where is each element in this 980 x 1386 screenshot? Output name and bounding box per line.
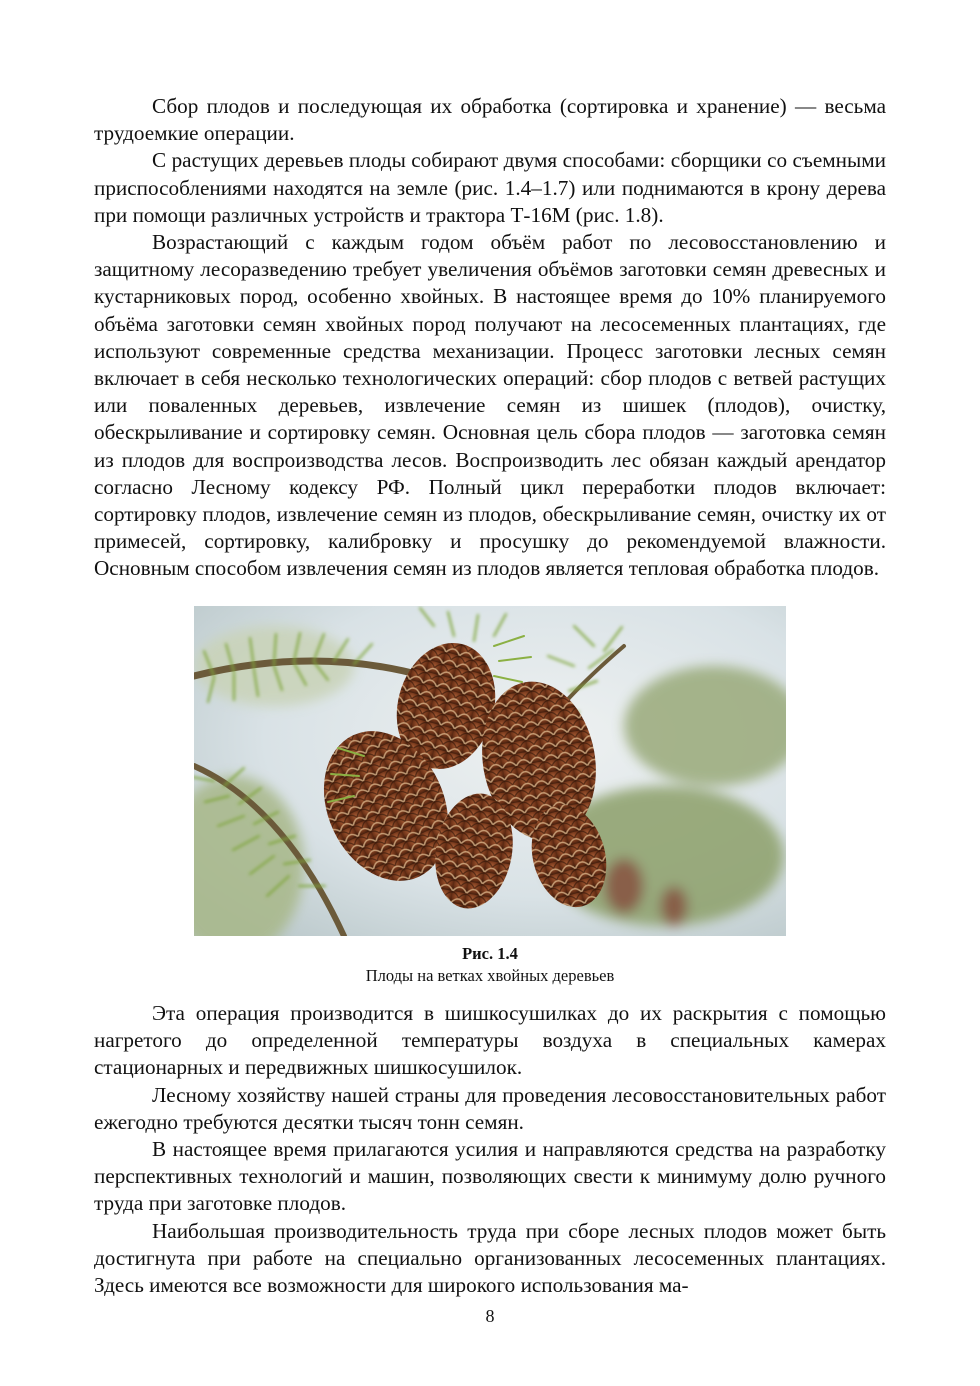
paragraph: Сбор плодов и последующая их обработка (сортировка и хранение) — весьма трудоемкие операции. <box>94 94 886 146</box>
paragraph: Возрастающий с каждым годом объём работ по лесовосстановлению и защитному лесоразведению требует увеличения объёмов заготовки семян древесных и кустарниковых пород, особенно хвойных. В настоящее время до 10% планируемого объёма заготовки семян хвойных пород получают на лесосеменных плантациях, где используют современные средства механизации. Процесс заготовки лесных семян включает в себя несколько технологических операций: сбор плодов с ветвей растущих или поваленных деревьев, извлечение семян из шишек (плодов), очистку, обескрыливание и сортировку семян. Основная цель сбора плодов — заготовка семян из плодов для воспроизводства лесов. Воспроизводить лес обязан каждый арендатор согласно Лесному кодексу РФ. Полный цикл переработки плодов включает: сортировку плодов, извлечение семян из плодов, обескрыливание семян, очистку их от примесей, сортировку, калибровку и просушку до рекомендуемой влажности. Основным способом извлечения семян из плодов является тепловая обработка плодов. <box>94 230 886 581</box>
figure-pine-cones-image <box>194 606 786 936</box>
page-number: 8 <box>485 1306 495 1326</box>
body-text-top <box>94 93 886 583</box>
paragraph: В настоящее время прилагаются усилия и направляются средства на разработку перспективных технологий и машин, позволяющих свести к минимуму долю ручного труда при заготовке плодов. <box>94 1137 886 1216</box>
paragraph: Наибольшая производительность труда при сборе лесных плодов может быть достигнута при работе на специально организованных лесосеменных плантациях. Здесь имеются все возможности для широкого использования ма- <box>94 1218 886 1298</box>
pine-cones-illustration <box>194 606 786 936</box>
paragraph: Эта операция производится в шишкосушилках до их раскрытия с помощью нагретого до определенной температуры воздуха в специальных камерах стационарных и передвижных шишкосушилок. <box>94 1001 886 1080</box>
paragraph: Лесному хозяйству нашей страны для проведения лесовосстановительных работ ежегодно требуются десятки тысяч тонн семян. <box>94 1082 886 1134</box>
figure-label: Рис. 1.4 <box>462 944 518 963</box>
figure-caption: Плоды на ветках хвойных деревьев <box>365 966 615 985</box>
body-text-bottom <box>94 1000 886 1299</box>
paragraph: С растущих деревьев плоды собирают двумя способами: сборщики со съемными приспособлениями находятся на земле (рис. 1.4–1.7) или поднимаются в крону дерева при помощи различных устройств и трактора Т-16М (рис. 1.8). <box>94 148 886 227</box>
